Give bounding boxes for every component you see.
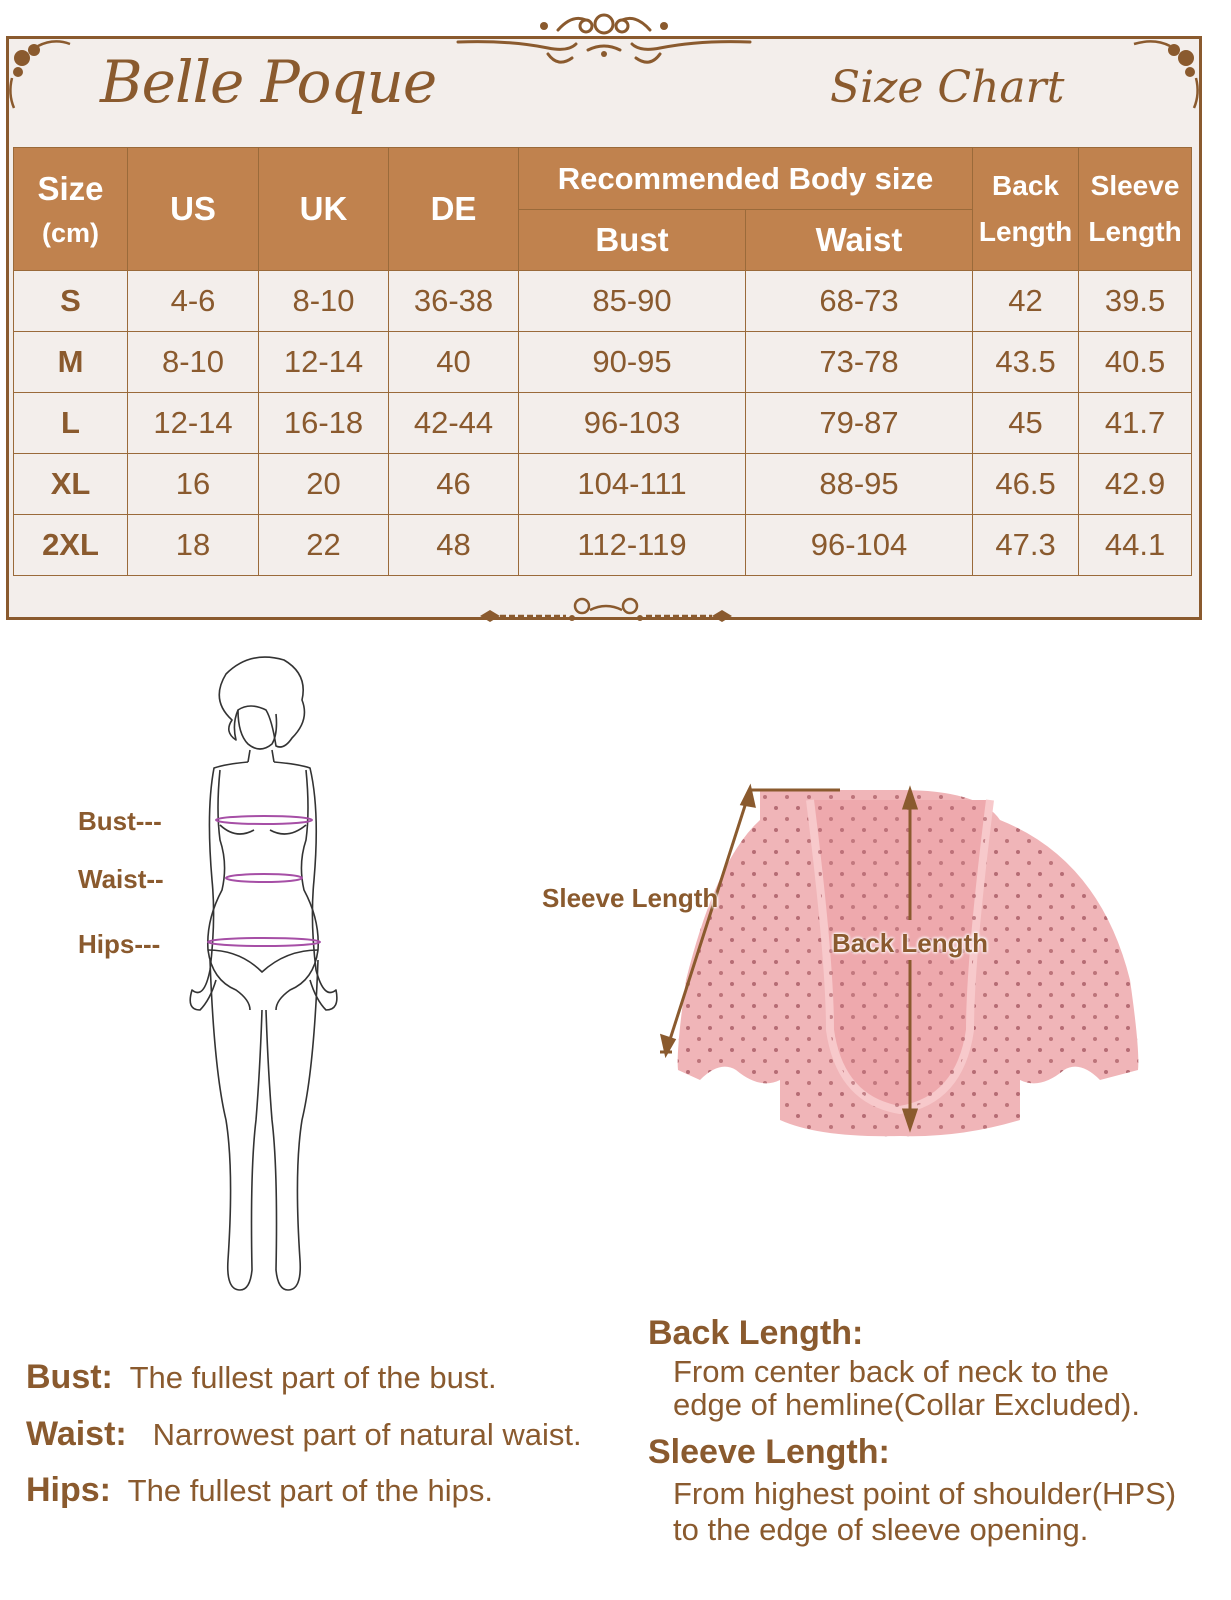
table-row <box>14 454 1192 515</box>
cell-back-length: 42 <box>973 271 1079 332</box>
cell-uk: 16-18 <box>259 393 389 454</box>
cell-size: 2XL <box>14 515 128 576</box>
cell-sleeve-length: 41.7 <box>1079 393 1192 454</box>
header-sleeve-length: Sleeve Length <box>1079 148 1192 271</box>
cell-de: 42-44 <box>389 393 519 454</box>
cell-de: 48 <box>389 515 519 576</box>
bust-text: The fullest part of the bust. <box>129 1360 497 1395</box>
hips-definition <box>26 1471 493 1510</box>
top-right-corner-ornament <box>1130 34 1205 114</box>
cell-us: 12-14 <box>128 393 259 454</box>
cell-sleeve-length: 40.5 <box>1079 332 1192 393</box>
cell-waist: 88-95 <box>746 454 973 515</box>
table-row <box>14 271 1192 332</box>
back-length-term: Back Length: <box>648 1314 864 1352</box>
body-silhouette-illustration <box>180 650 350 1300</box>
cell-sleeve-length: 39.5 <box>1079 271 1192 332</box>
back-length-text-line2: edge of hemline(Collar Excluded). <box>673 1387 1140 1422</box>
back-length-label: Back Length <box>832 928 989 958</box>
cell-waist: 68-73 <box>746 271 973 332</box>
cell-sleeve-length: 44.1 <box>1079 515 1192 576</box>
cell-sleeve-length: 42.9 <box>1079 454 1192 515</box>
cell-waist: 73-78 <box>746 332 973 393</box>
cell-uk: 12-14 <box>259 332 389 393</box>
top-left-corner-ornament <box>4 34 74 114</box>
header-bust: Bust <box>519 210 746 271</box>
brand-logo: Belle Poque <box>100 48 437 116</box>
chart-title: Size Chart <box>830 62 1065 113</box>
bust-definition <box>26 1358 497 1397</box>
bottom-flourish-ornament <box>476 596 736 626</box>
sleeve-length-label: Sleeve Length <box>542 883 719 913</box>
cell-size: M <box>14 332 128 393</box>
waist-term: Waist: <box>26 1415 127 1453</box>
cell-bust: 112-119 <box>519 515 746 576</box>
hips-term: Hips: <box>26 1471 111 1509</box>
bust-marker-label: Bust--- <box>78 806 162 836</box>
top-flourish-ornament <box>448 4 760 74</box>
cell-bust: 104-111 <box>519 454 746 515</box>
sleeve-length-term: Sleeve Length: <box>648 1433 890 1471</box>
cell-us: 4-6 <box>128 271 259 332</box>
cell-size: S <box>14 271 128 332</box>
waist-definition <box>26 1415 582 1454</box>
cell-waist: 79-87 <box>746 393 973 454</box>
bust-term: Bust: <box>26 1358 113 1396</box>
table-row <box>14 393 1192 454</box>
sleeve-length-text-line2: to the edge of sleeve opening. <box>673 1512 1089 1547</box>
cell-waist: 96-104 <box>746 515 973 576</box>
back-length-text-line1: From center back of neck to the <box>673 1354 1109 1389</box>
sleeve-length-text-line1: From highest point of shoulder(HPS) <box>673 1476 1177 1511</box>
cell-uk: 8-10 <box>259 271 389 332</box>
header-back-length: Back Length <box>973 148 1079 271</box>
waist-marker-label: Waist-- <box>78 864 164 894</box>
waist-text: Narrowest part of natural waist. <box>152 1417 582 1452</box>
table-row <box>14 332 1192 393</box>
hips-text: The fullest part of the hips. <box>127 1473 493 1508</box>
cell-uk: 20 <box>259 454 389 515</box>
header-recommended-body-size: Recommended Body size <box>519 148 973 210</box>
cell-back-length: 46.5 <box>973 454 1079 515</box>
cell-back-length: 47.3 <box>973 515 1079 576</box>
cell-size: XL <box>14 454 128 515</box>
hips-marker-label: Hips--- <box>78 929 161 959</box>
cell-back-length: 45 <box>973 393 1079 454</box>
cell-back-length: 43.5 <box>973 332 1079 393</box>
header-size: Size (cm) <box>14 148 128 271</box>
header-de: DE <box>389 148 519 271</box>
header-waist: Waist <box>746 210 973 271</box>
header-us: US <box>128 148 259 271</box>
cell-de: 36-38 <box>389 271 519 332</box>
cell-bust: 90-95 <box>519 332 746 393</box>
cell-size: L <box>14 393 128 454</box>
table-row <box>14 515 1192 576</box>
cell-us: 8-10 <box>128 332 259 393</box>
cell-bust: 96-103 <box>519 393 746 454</box>
cell-us: 18 <box>128 515 259 576</box>
header-uk: UK <box>259 148 389 271</box>
size-table <box>13 147 1192 576</box>
bolero-garment-image <box>660 780 1150 1140</box>
cell-de: 46 <box>389 454 519 515</box>
cell-de: 40 <box>389 332 519 393</box>
cell-us: 16 <box>128 454 259 515</box>
cell-uk: 22 <box>259 515 389 576</box>
cell-bust: 85-90 <box>519 271 746 332</box>
